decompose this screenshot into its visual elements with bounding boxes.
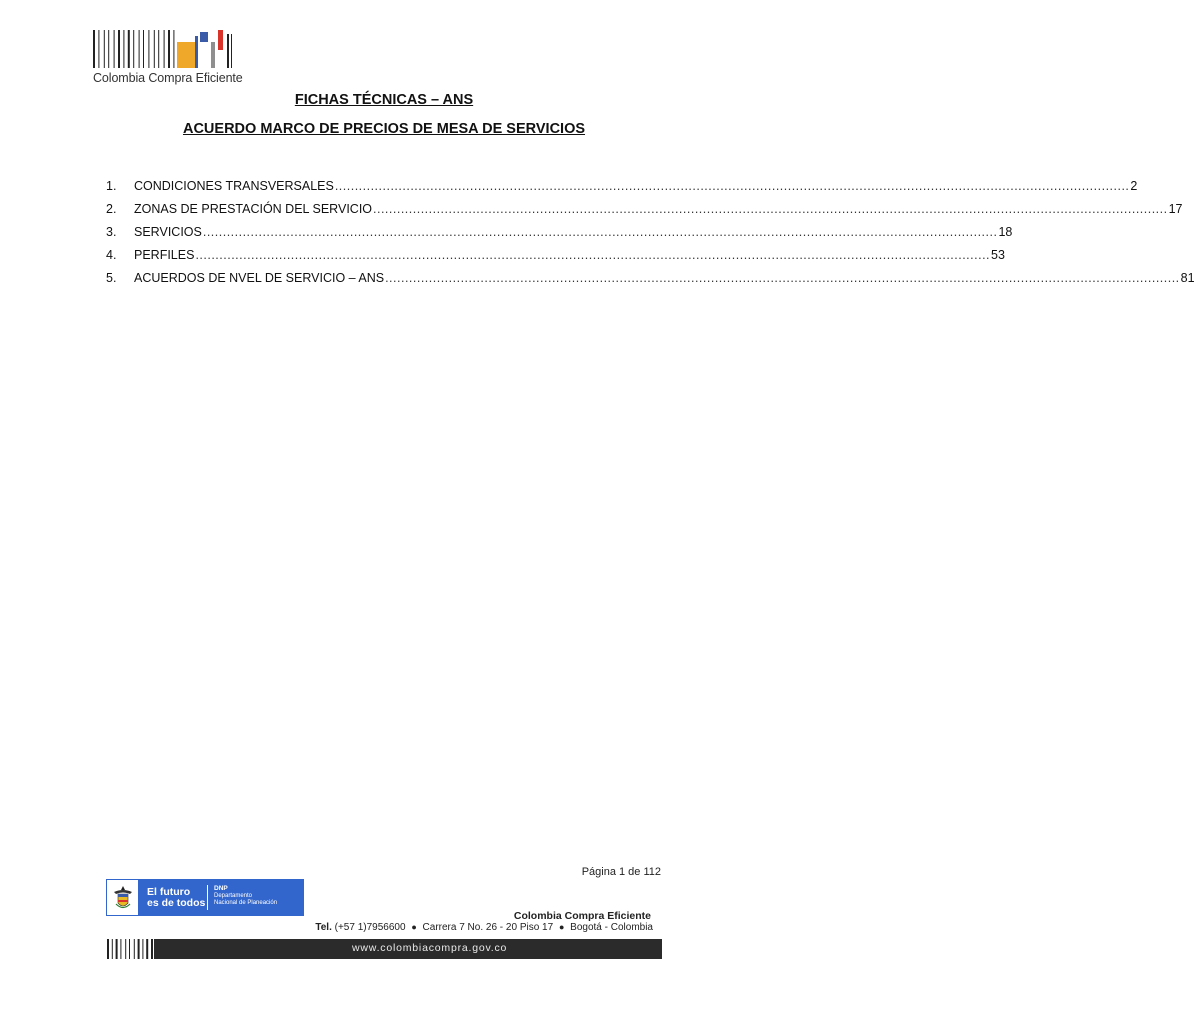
toc-entry[interactable] [106, 202, 1183, 225]
logo-bar [104, 30, 105, 68]
gov-slogan [139, 879, 207, 916]
logo-bar [128, 30, 130, 68]
footer-bar-stripe [146, 939, 148, 959]
document-title: FICHAS TÉCNICAS – ANS [294, 92, 474, 108]
dnp-acronym: DNP [214, 885, 228, 892]
logo-bar [154, 30, 155, 68]
barcode-logo-icon [93, 30, 239, 70]
logo-bar [139, 30, 140, 68]
colombia-compra-logo [93, 30, 243, 86]
logo-bar [173, 30, 174, 68]
footer-bar-stripe [125, 939, 126, 959]
toc-page-number: 81 [1180, 271, 1195, 285]
coat-of-arms-icon [106, 879, 139, 916]
logo-block [211, 42, 215, 68]
gov-slogan-line1: El futuro [147, 886, 191, 898]
toc-label: PERFILES [134, 248, 195, 262]
toc-leader-dots: ........................................................................................................................................................................................................ [373, 202, 1168, 216]
toc-page-number: 2 [1130, 179, 1138, 193]
toc-number: 3. [106, 225, 117, 239]
footer-bar-stripe [116, 939, 118, 959]
document-subtitle: ACUERDO MARCO DE PRECIOS DE MESA DE SERVICIOS [182, 121, 586, 137]
toc-entry[interactable] [106, 225, 1013, 248]
city: Bogotá - Colombia [570, 922, 653, 933]
table-of-contents [106, 179, 1195, 294]
footer-bar-stripe [107, 939, 109, 959]
toc-entry[interactable] [106, 248, 1005, 271]
logo-bar [168, 30, 170, 68]
dnp-line2: Nacional de Planeación [214, 900, 278, 906]
logo-block [227, 34, 229, 68]
toc-page-number: 18 [998, 225, 1013, 239]
footer-bar-stripe [151, 939, 153, 959]
bullet-icon: ● [411, 922, 417, 932]
toc-entry[interactable] [106, 271, 1195, 294]
contact-line [315, 922, 653, 933]
logo-bar [114, 30, 115, 68]
toc-page-number: 53 [991, 248, 1005, 262]
gov-slogan-line2: es de todos [147, 897, 206, 909]
toc-number: 4. [106, 248, 117, 262]
logo-block [195, 36, 198, 68]
footer-bar-stripe [138, 939, 140, 959]
toc-number: 5. [106, 271, 117, 285]
footer-bar-stripe [129, 939, 130, 959]
logo-block [218, 30, 223, 50]
dnp-logo [208, 879, 277, 916]
toc-number: 2. [106, 202, 117, 216]
toc-entry[interactable] [106, 179, 1138, 202]
logo-bar [93, 30, 95, 68]
logo-bar [148, 30, 149, 68]
toc-label: CONDICIONES TRANSVERSALES [134, 179, 334, 193]
toc-page-number: 17 [1168, 202, 1183, 216]
logo-block [200, 32, 208, 42]
toc-number: 1. [106, 179, 117, 193]
dnp-line1: Departamento [214, 893, 253, 899]
logo-bar [143, 30, 144, 68]
toc-leader-dots: ........................................................................................................................................................................................................ [334, 179, 1130, 193]
footer-bar-stripe [142, 939, 143, 959]
footer-bar [106, 939, 662, 959]
logo-text: Colombia Compra Eficiente [93, 71, 243, 85]
footer-barcode-icon [106, 939, 154, 959]
toc-label: ZONAS DE PRESTACIÓN DEL SERVICIO [134, 202, 373, 216]
toc-label: SERVICIOS [134, 225, 202, 239]
logo-bar [108, 30, 109, 68]
toc-leader-dots: ........................................................................................................................................................................................................ [202, 225, 998, 239]
logo-bar [118, 30, 120, 68]
address: Carrera 7 No. 26 - 20 Piso 17 [422, 922, 554, 933]
footer-url-bar [154, 939, 662, 959]
logo-bar [123, 30, 124, 68]
logo-bar [164, 30, 165, 68]
bullet-icon: ● [558, 922, 565, 932]
tel-label: Tel. [315, 922, 332, 933]
website-link[interactable]: www.colombiacompra.gov.co [352, 942, 508, 954]
footer-bar-stripe [134, 939, 135, 959]
toc-leader-dots: ........................................................................................................................................................................................................ [385, 271, 1180, 285]
logo-bar [98, 30, 99, 68]
footer-bar-stripe [112, 939, 113, 959]
logo-block [231, 34, 232, 68]
toc-label: ACUERDOS DE NVEL DE SERVICIO – ANS [134, 271, 385, 285]
footer-bar-stripe [120, 939, 121, 959]
organization-name: Colombia Compra Eficiente [513, 910, 651, 922]
government-banner [106, 879, 304, 916]
page-indicator: Página 1 de 112 [581, 866, 661, 878]
logo-bar [158, 30, 159, 68]
logo-block [177, 42, 195, 68]
logo-bar [133, 30, 134, 68]
toc-leader-dots: ........................................................................................................................................................................................................ [195, 248, 991, 262]
tel-value: (+57 1)7956600 [334, 922, 406, 933]
